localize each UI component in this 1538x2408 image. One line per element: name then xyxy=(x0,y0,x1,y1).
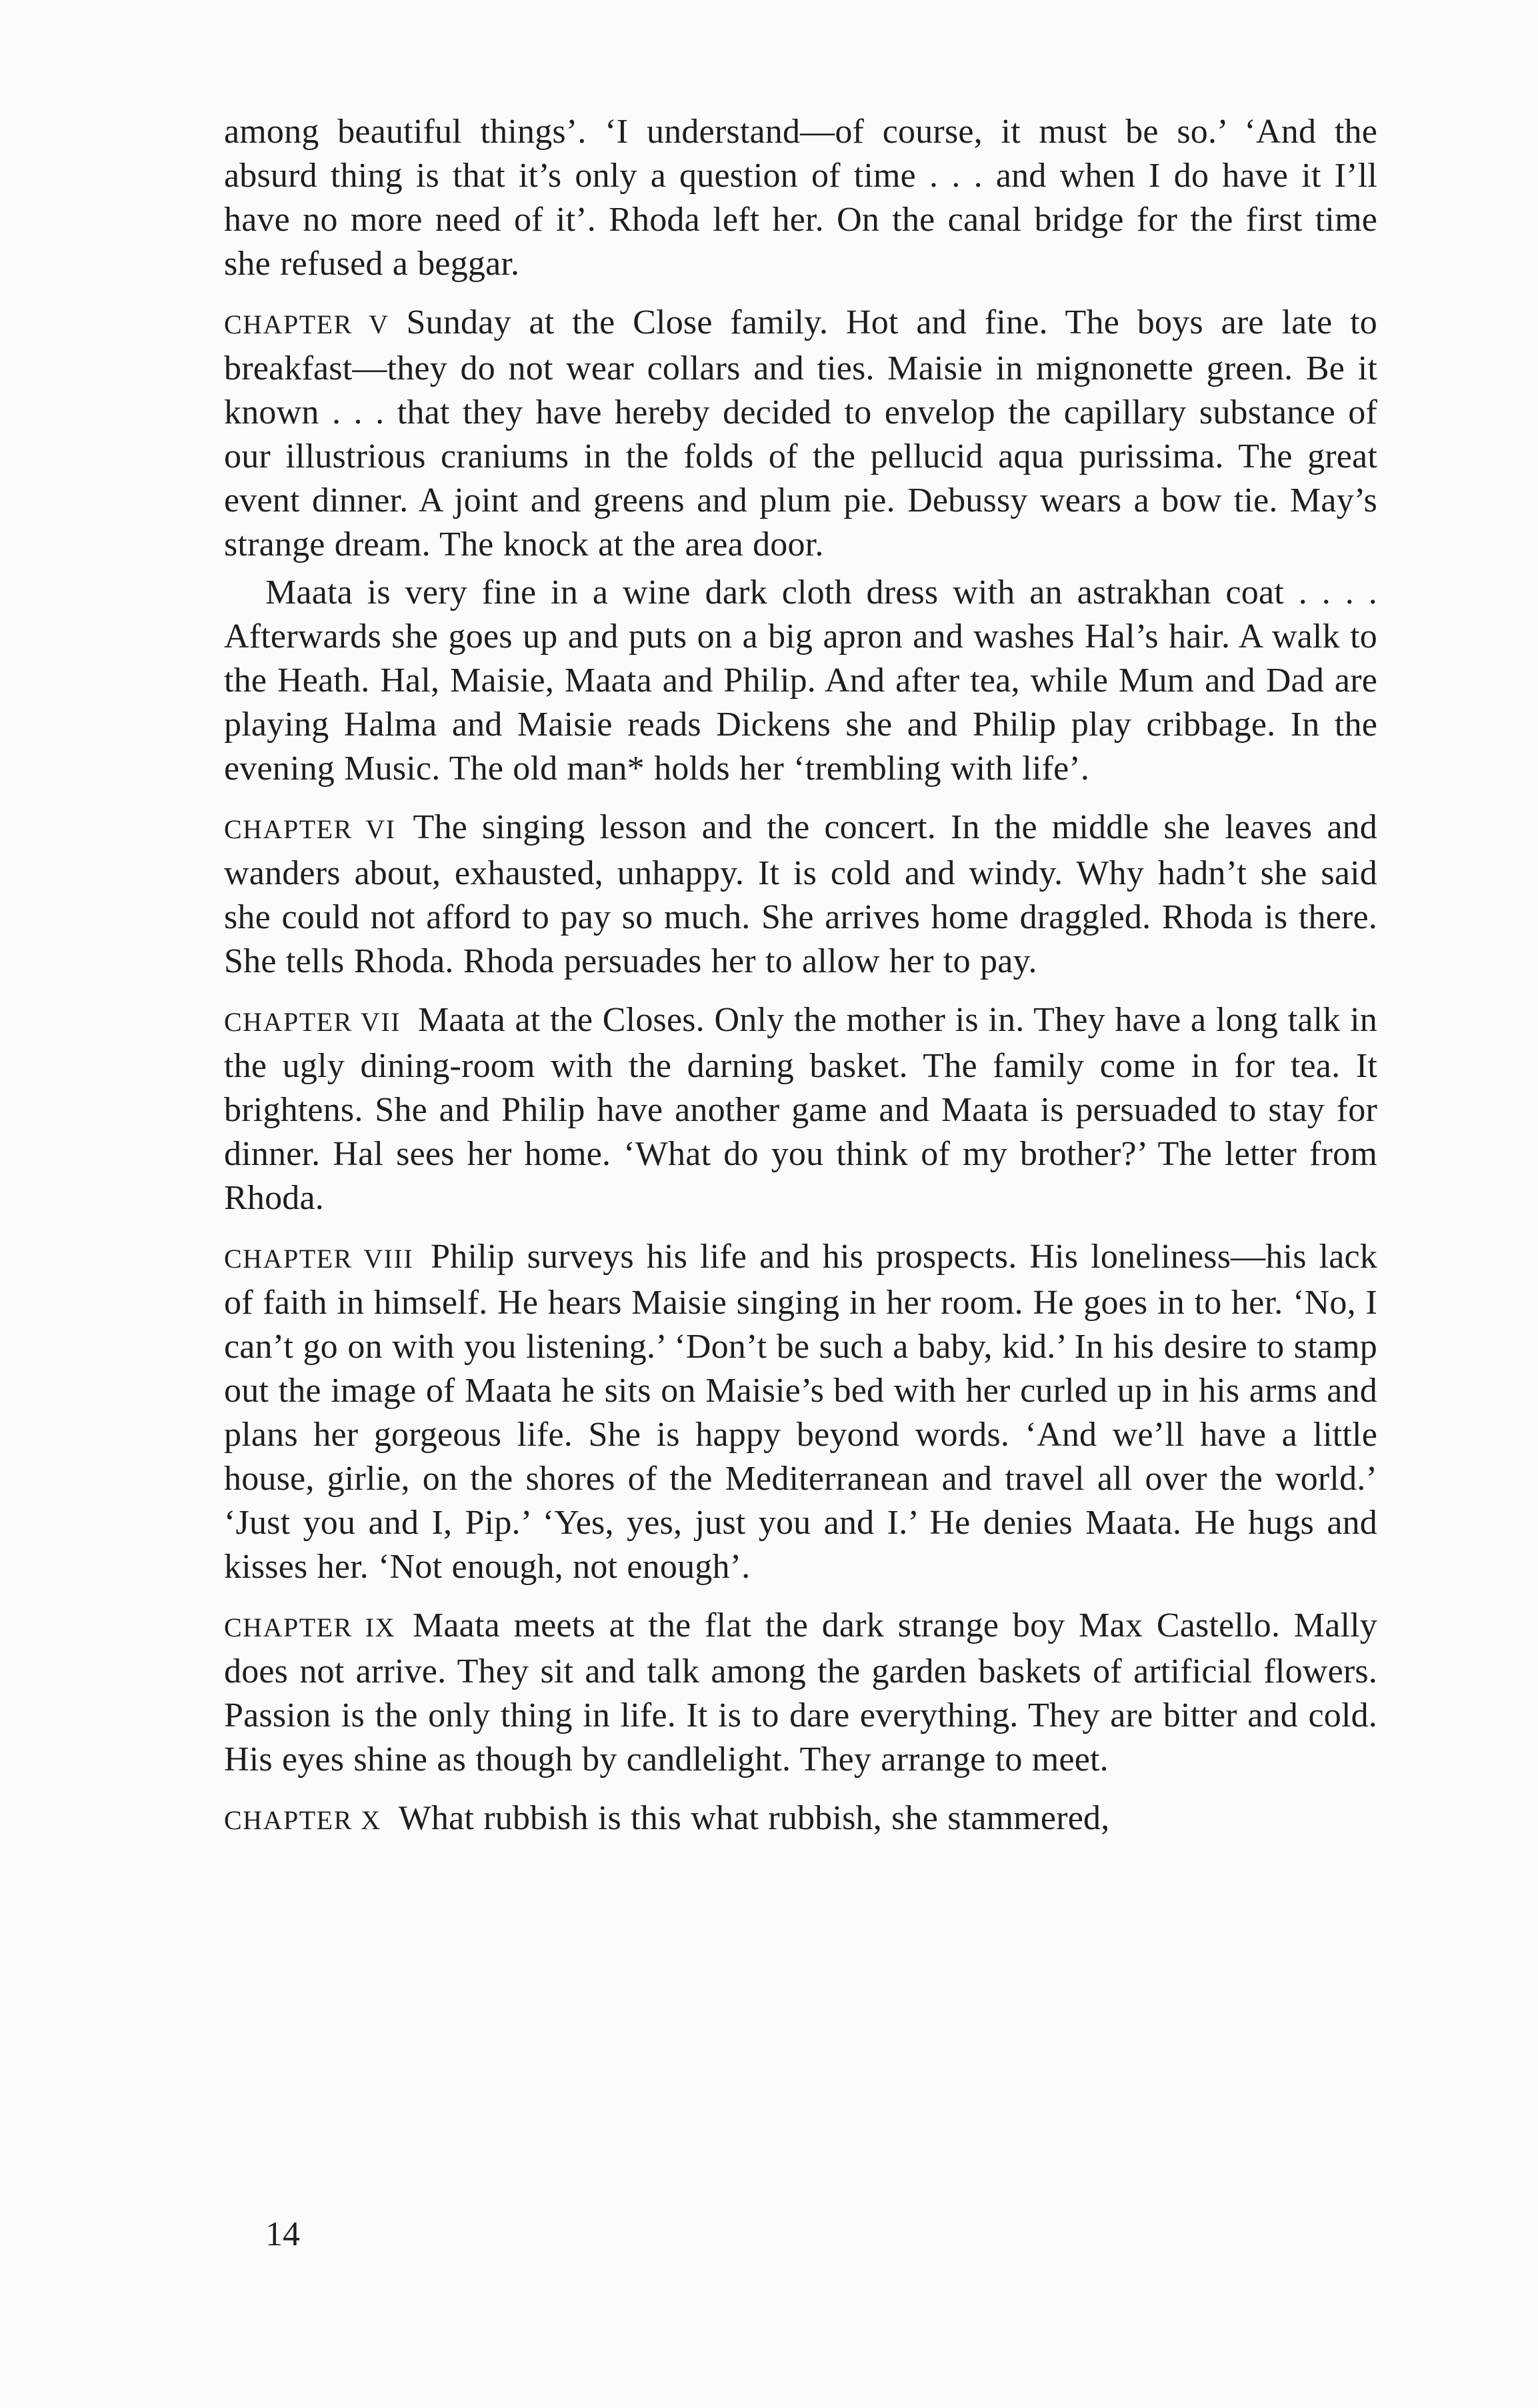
chapter-v-continued xyxy=(224,571,1377,791)
chapter-viii-summary xyxy=(224,1235,1377,1589)
paragraph-continuation xyxy=(224,110,1377,286)
chapter-heading: CHAPTER VIII xyxy=(224,1244,414,1274)
chapter-heading: CHAPTER V xyxy=(224,309,389,339)
chapter-ix-summary xyxy=(224,1604,1377,1782)
chapter-heading: CHAPTER IX xyxy=(224,1612,395,1642)
chapter-heading: CHAPTER VI xyxy=(224,814,396,844)
paragraph-text: Maata at the Closes. Only the mother is in. They have a long talk in the ugly dining-room with the darning basket. The family come in for tea. It brightens. She and Philip have another game and Maata is persuaded to stay for dinner. Hal sees her home. ‘What do you think of my brother?’ The letter from Rhoda. xyxy=(224,1001,1377,1217)
paragraph-text: Philip surveys his life and his prospects. His loneliness—his lack of faith in himself. He hears Maisie singing in her room. He goes in to her. ‘No, I can’t go on with you listening.’ ‘Don’t be such a baby, kid.’ In his desire to stamp out the image of Maata he sits on Maisie’s bed with her curled up in his arms and plans her gorgeous life. She is happy beyond words. ‘And we’ll have a little house, girlie, on the shores of the Mediterranean and travel all over the world.’ ‘Just you and I, Pip.’ ‘Yes, yes, just you and I.’ He denies Maata. He hugs and kisses her. ‘Not enough, not enough’. xyxy=(224,1238,1377,1586)
chapter-vi-summary xyxy=(224,806,1377,984)
chapter-heading: CHAPTER VII xyxy=(224,1007,401,1037)
paragraph-text: Maata is very fine in a wine dark cloth dress with an astrakhan coat . . . . Afterwards she goes up and puts on a big apron and washes Hal’s hair. A walk to the Heath. Hal, Maisie, Maata and Philip. And after tea, while Mum and Dad are playing Halma and Maisie reads Dickens she and Philip play cribbage. In the evening Music. The old man* holds her ‘trembling with life’. xyxy=(224,573,1377,788)
paragraph-text: The singing lesson and the concert. In the middle she leaves and wanders about, exhausted, unhappy. It is cold and windy. Why hadn’t she said she could not afford to pay so much. She arrives home draggled. Rhoda is there. She tells Rhoda. Rhoda persuades her to allow her to pay. xyxy=(224,808,1377,980)
paragraph-text: Maata meets at the flat the dark strange boy Max Castello. Mally does not arrive. They sit and talk among the garden baskets of artificial flowers. Passion is the only thing in life. It is to dare everything. They are bitter and cold. His eyes shine as though by candlelight. They arrange to meet. xyxy=(224,1606,1377,1778)
page-number: 14 xyxy=(265,2215,300,2253)
chapter-v-summary xyxy=(224,301,1377,567)
chapter-vii-summary xyxy=(224,998,1377,1220)
chapter-x-summary xyxy=(224,1796,1377,1843)
page-body xyxy=(224,110,1377,1843)
chapter-heading: CHAPTER X xyxy=(224,1805,381,1835)
paragraph-text: What rubbish is this what rubbish, she stammered, xyxy=(398,1799,1110,1837)
paragraph-text: Sunday at the Close family. Hot and fine. The boys are late to breakfast—they do not wear collars and ties. Maisie in mignonette green. Be it known . . . that they have hereby decided to envelop the capillary substance of our illustrious craniums in the folds of the pellucid aqua purissima. The great event dinner. A joint and greens and plum pie. Debussy wears a bow tie. May’s strange dream. The knock at the area door. xyxy=(224,303,1377,563)
paragraph-text: among beautiful things’. ‘I understand—of course, it must be so.’ ‘And the absurd thing is that it’s only a question of time . . . and when I do have it I’ll have no more need of it’. Rhoda left her. On the canal bridge for the first time she refused a beggar. xyxy=(224,113,1377,283)
